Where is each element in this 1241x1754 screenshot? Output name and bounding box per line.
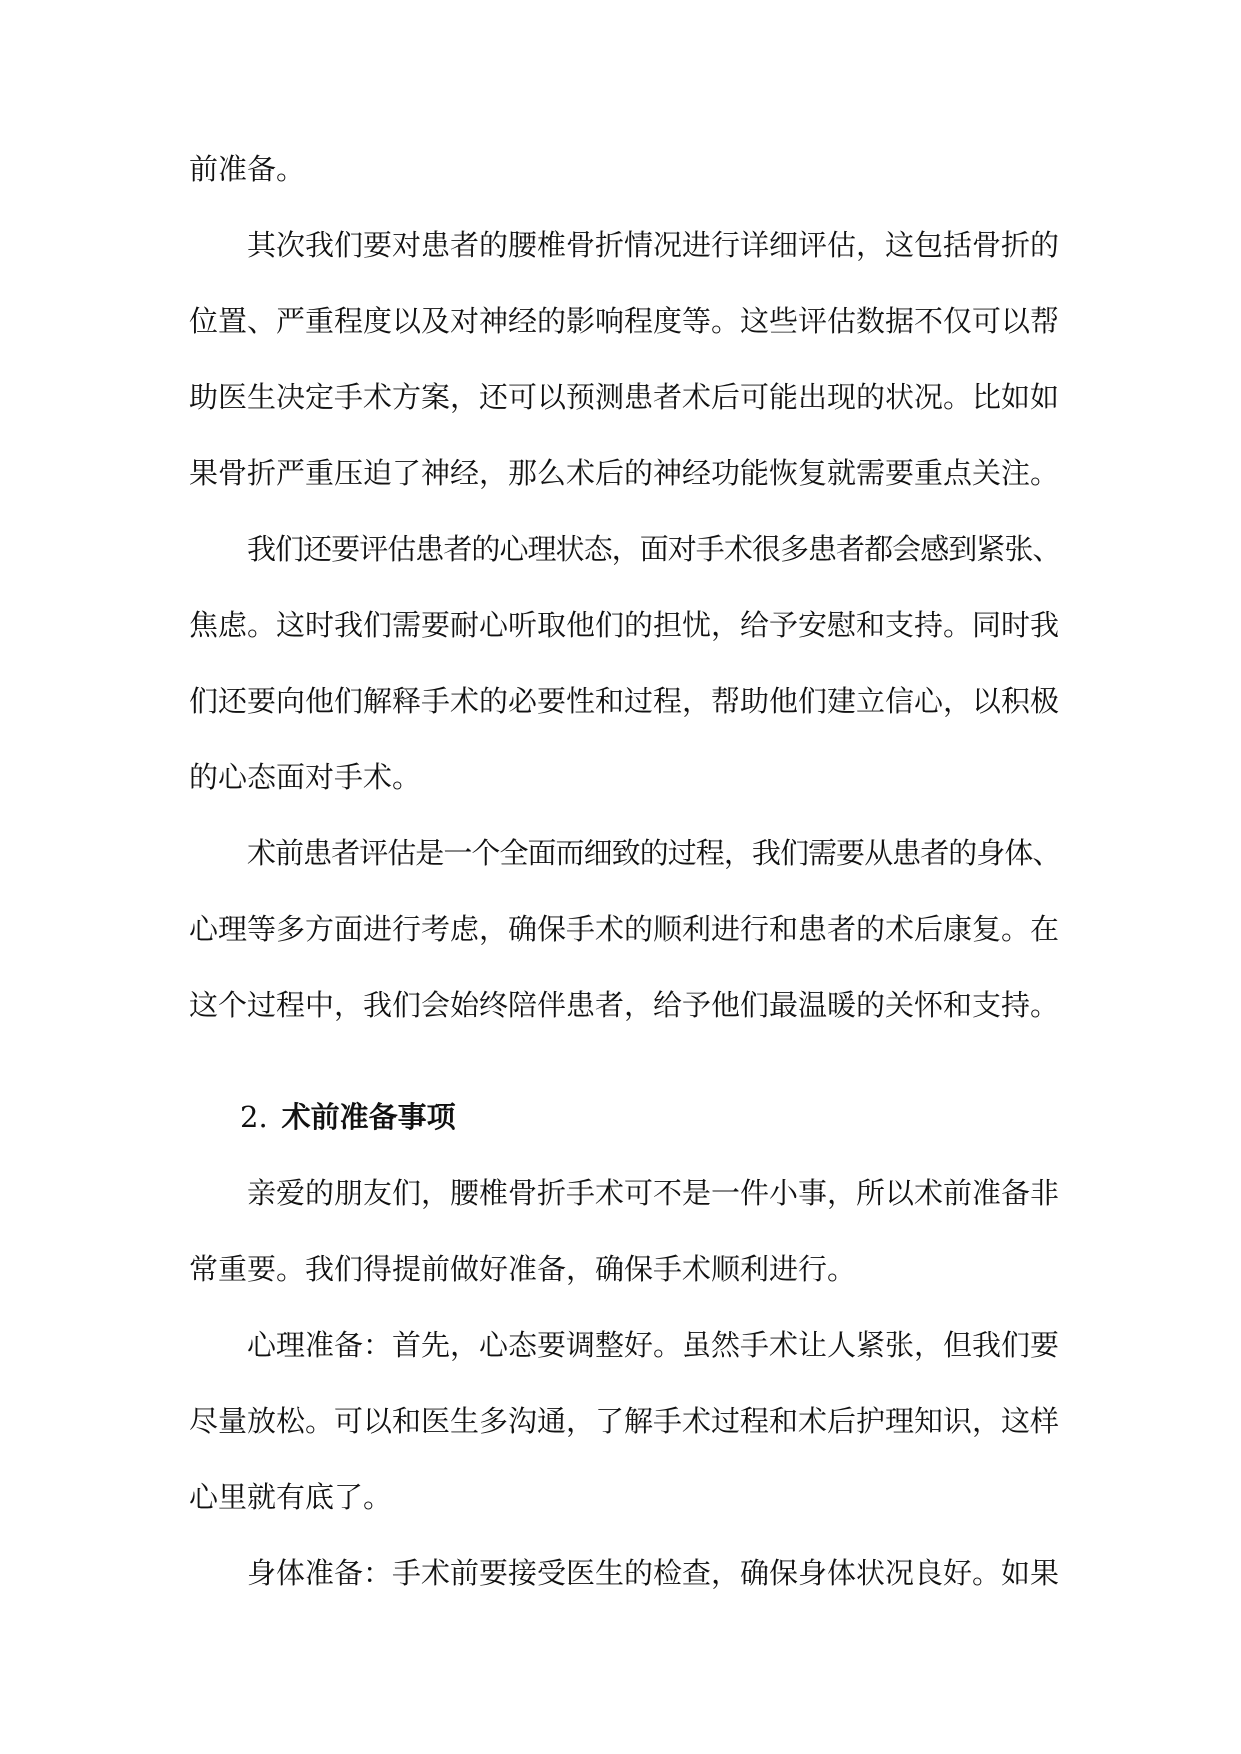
text-line: 焦虑。这时我们需要耐心听取他们的担忧，给予安慰和支持。同时我 [189, 608, 1060, 642]
document-body [189, 131, 1059, 1611]
text-line: 们还要向他们解释手术的必要性和过程，帮助他们建立信心，以积极 [189, 684, 1060, 718]
paragraph [189, 1535, 1059, 1611]
text-line: 果骨折严重压迫了神经，那么术后的神经功能恢复就需要重点关注。 [189, 456, 1060, 490]
text-line: 位置、严重程度以及对神经的影响程度等。这些评估数据不仅可以帮 [189, 304, 1060, 338]
text-line: 助医生决定手术方案，还可以预测患者术后可能出现的状况。比如如 [189, 380, 1060, 414]
text-line: 前准备。 [189, 152, 306, 186]
text-line: 尽量放松。可以和医生多沟通，了解手术过程和术后护理知识，这样 [189, 1404, 1060, 1438]
text-line: 术前患者评估是一个全面而细致的过程，我们需要从患者的身体、 [247, 836, 1061, 870]
section-title: 术前准备事项 [281, 1100, 456, 1134]
section-number: 2. [240, 1100, 268, 1134]
text-line: 这个过程中，我们会始终陪伴患者，给予他们最温暖的关怀和支持。 [189, 988, 1060, 1022]
text-line: 亲爱的朋友们，腰椎骨折手术可不是一件小事，所以术前准备非 [247, 1176, 1060, 1210]
paragraph [189, 815, 1059, 1043]
text-line: 我们还要评估患者的心理状态，面对手术很多患者都会感到紧张、 [247, 532, 1061, 566]
text-line: 心理等多方面进行考虑，确保手术的顺利进行和患者的术后康复。在 [189, 912, 1060, 946]
text-line: 常重要。我们得提前做好准备，确保手术顺利进行。 [189, 1252, 857, 1286]
paragraph [189, 511, 1059, 815]
paragraph [189, 1155, 1059, 1307]
paragraph [189, 207, 1059, 511]
section-heading [189, 1079, 1059, 1155]
text-line: 心里就有底了。 [189, 1480, 393, 1514]
text-line: 身体准备：手术前要接受医生的检查，确保身体状况良好。如果 [247, 1556, 1060, 1590]
paragraph [189, 131, 1059, 207]
text-line: 心理准备：首先，心态要调整好。虽然手术让人紧张，但我们要 [247, 1328, 1060, 1362]
text-line: 的心态面对手术。 [189, 760, 422, 794]
text-line: 其次我们要对患者的腰椎骨折情况进行详细评估，这包括骨折的 [247, 228, 1060, 262]
paragraph [189, 1307, 1059, 1535]
